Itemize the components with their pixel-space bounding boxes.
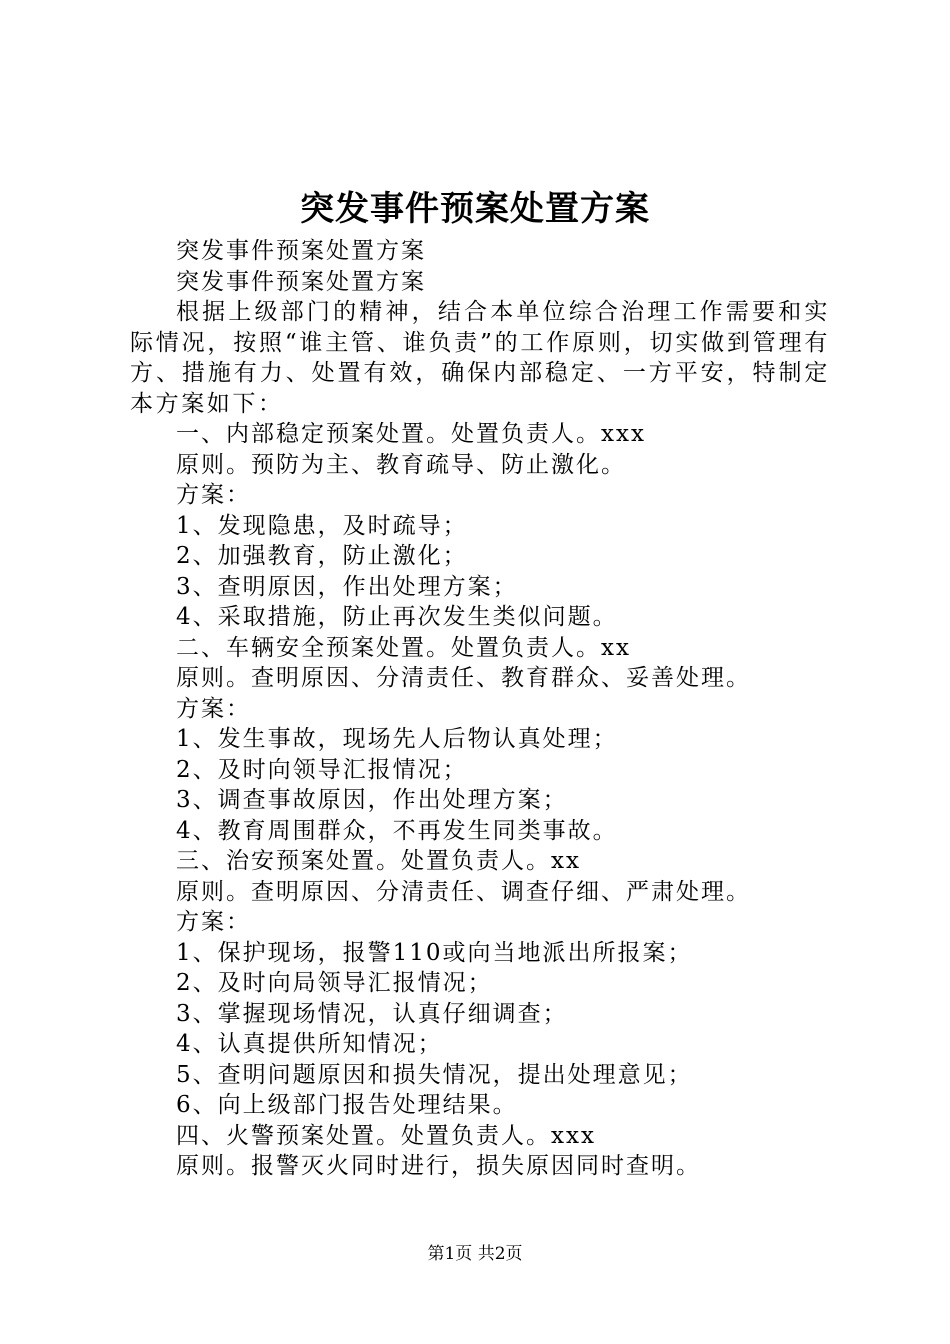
page-footer: 第1页 共2页 bbox=[427, 1244, 523, 1264]
paragraph: 突发事件预案处置方案 bbox=[176, 268, 426, 295]
list-item: 1、发现隐患，及时疏导； bbox=[176, 512, 468, 539]
list-item: 3、调查事故原因，作出处理方案； bbox=[176, 787, 568, 813]
list-item: 2、及时向局领导汇报情况； bbox=[176, 970, 493, 996]
list-item: 1、发生事故，现场先人后物认真处理； bbox=[176, 726, 618, 752]
section-heading: 二、车辆安全预案处置。处置负责人。xx bbox=[176, 634, 631, 661]
list-item: 4、教育周围群众，不再发生同类事故。 bbox=[176, 817, 618, 844]
paragraph: 方案： bbox=[176, 909, 251, 935]
list-item: 5、查明问题原因和损失情况，提出处理意见； bbox=[176, 1061, 693, 1088]
document-title: 突发事件预案处置方案 bbox=[300, 189, 650, 229]
document-body bbox=[130, 236, 830, 1182]
paragraph: 方案： bbox=[176, 695, 251, 722]
list-item: 3、查明原因，作出处理方案； bbox=[176, 573, 518, 600]
list-item: 2、及时向领导汇报情况； bbox=[176, 756, 468, 783]
section-heading: 一、内部稳定预案处置。处置负责人。xxx bbox=[176, 421, 646, 447]
list-item: 4、采取措施，防止再次发生类似问题。 bbox=[176, 604, 618, 630]
paragraph: 原则。报警灭火同时进行，损失原因同时查明。 bbox=[176, 1153, 701, 1179]
section-heading: 四、火警预案处置。处置负责人。xxx bbox=[176, 1122, 596, 1149]
list-item: 1、保护现场，报警110或向当地派出所报案； bbox=[176, 939, 693, 966]
list-item: 2、加强教育，防止激化； bbox=[176, 543, 468, 569]
paragraph: 原则。预防为主、教育疏导、防止激化。 bbox=[176, 451, 626, 478]
paragraph: 原则。查明原因、分清责任、调查仔细、严肃处理。 bbox=[176, 878, 751, 905]
paragraph: 方案： bbox=[176, 482, 251, 508]
paragraph: 原则。查明原因、分清责任、教育群众、妥善处理。 bbox=[176, 665, 751, 691]
section-heading: 三、治安预案处置。处置负责人。xx bbox=[176, 848, 581, 874]
list-item: 6、向上级部门报告处理结果。 bbox=[176, 1092, 518, 1118]
intro-paragraph: 根据上级部门的精神，结合本单位综合治理工作需要和实际情况，按照“谁主管、谁负责”的工作原则，切实做到管理有方、措施有力、处置有效，确保内部稳定、一方平安，特制定本方案如下： bbox=[130, 299, 830, 417]
list-item: 4、认真提供所知情况； bbox=[176, 1031, 443, 1057]
paragraph: 突发事件预案处置方案 bbox=[176, 238, 426, 264]
list-item: 3、掌握现场情况，认真仔细调查； bbox=[176, 1000, 568, 1027]
